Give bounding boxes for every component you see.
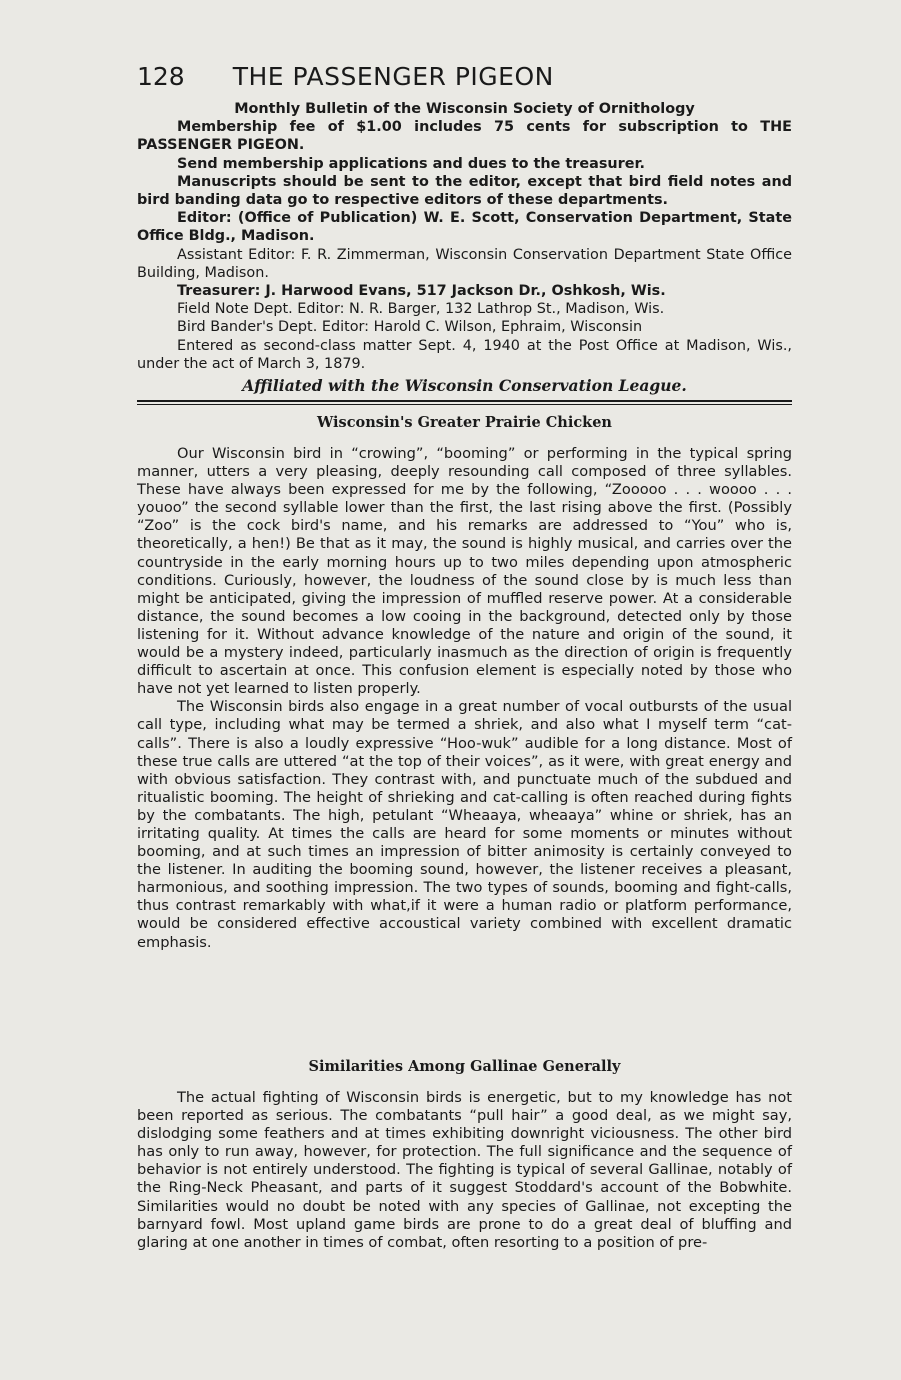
journal-title: THE PASSENGER PIGEON [232, 62, 554, 91]
paragraph-3: The actual fighting of Wisconsin birds is energetic, but to my knowledge has not been reported as serious. The combatants “pull hair” a good deal, as we might say, dislodging some feathers and at times exhibiting downright viciousness. The other bird has only to run away, however, for protection. The full significance and the sequence of behavior is not entirely understood. The fighting is typical of several Gallinae, notably of the Ring-Neck Pheasant, and parts of it suggest Stoddard's account of the Bobwhite. Similarities would no doubt be noted with any species of Gallinae, not excepting the barnyard fowl. Most upland game birds are prone to do a great deal of bluffing and glaring at one another in times of combat, often resorting to a position of pre- [137, 1089, 792, 1251]
applications-line: Send membership applications and dues to the treasurer. [177, 155, 646, 172]
section-heading: Similarities Among Gallinae Generally [308, 1058, 621, 1075]
divider-rule [137, 400, 792, 402]
paragraph-2: The Wisconsin birds also engage in a great number of vocal outbursts of the usual call type, including what may be termed a shriek, and also what I myself term “cat-calls”. There is also a loudly expressive “Hoo-wuk” audible for a long distance. Most of these true calls are uttered “at the top of their voices”, as it were, with great energy and with obvious satisfaction. They contrast with, and punctuate much of the subdued and ritualistic booming. The height of shrieking and cat-calling is often reached during fights by the combatants. The high, petulant “Wheaaya, wheaaya” whine or shriek, has an irritating quality. At times the calls are heard for some moments or minutes without booming, and at such times an impression of bitter animosity is certainly conveyed to the listener. In auditing the booming sound, however, the listener receives a pleasant, harmonious, and soothing impression. The two types of sounds, booming and fight-calls, thus contrast remarkably with what,if it were a human radio or platform performance, would be considered effective accoustical variety combined with excellent dramatic emphasis. [137, 698, 792, 951]
manuscripts-line: Manuscripts should be sent to the editor, except that bird field notes and bird banding data go to respective editors of these departments. [137, 173, 792, 209]
article-heading: Wisconsin's Greater Prairie Chicken [317, 414, 612, 431]
second-class-line: Entered as second-class matter Sept. 4, 1940 at the Post Office at Madison, Wis., under the act of March 3, 1879. [137, 337, 792, 372]
membership-line: Membership fee of $1.00 includes 75 cents for subscription to THE PASSENGER PIGEON. [137, 119, 792, 154]
treasurer-line: Treasurer: J. Harwood Evans, 517 Jackson Dr., Oshkosh, Wis. [177, 283, 666, 300]
affiliation-line: Affiliated with the Wisconsin Conservation League. [242, 376, 687, 395]
assistant-editor-line: Assistant Editor: F. R. Zimmerman, Wisconsin Conservation Department State Office Building, Madison. [137, 246, 792, 281]
masthead-info [137, 100, 792, 373]
divider-rule-thin [137, 404, 792, 405]
page-header [137, 62, 607, 91]
paragraph-1: Our Wisconsin bird in “crowing”, “booming” or performing in the typical spring manner, utters a very pleasing, deeply resounding call composed of three syllables. These have always been expressed for me by the following, “Zooooo . . . woooo . . . youoo” the second syllable lower than the first, the last rising above the first. (Possibly “Zoo” is the cock bird's name, and his remarks are addressed to “You” who is, theoretically, a hen!) Be that as it may, the sound is highly musical, and carries over the countryside in the early morning hours up to two miles depending upon atmospheric conditions. Curiously, however, the loudness of the sound close by is much less than might be anticipated, giving the impression of muffled reserve power. At a considerable distance, the sound becomes a low cooing in the background, detected only by those listening for it. Without advance knowledge of the nature and origin of the sound, it would be a mystery indeed, particularly inasmuch as the direction of origin is frequently difficult to ascertain at once. This confusion element is especially noted by those who have not yet learned to listen properly. [137, 445, 792, 698]
editor-line: Editor: (Office of Publication) W. E. Scott, Conservation Department, State Office Bldg., Madison. [137, 210, 792, 245]
page-number: 128 [137, 62, 185, 91]
field-note-editor-line: Field Note Dept. Editor: N. R. Barger, 132 Lathrop St., Madison, Wis. [177, 301, 665, 318]
bird-bander-editor-line: Bird Bander's Dept. Editor: Harold C. Wilson, Ephraim, Wisconsin [177, 319, 643, 336]
bulletin-line: Monthly Bulletin of the Wisconsin Society of Ornithology [234, 101, 695, 117]
article-body [137, 445, 792, 952]
section-body [137, 1089, 792, 1252]
